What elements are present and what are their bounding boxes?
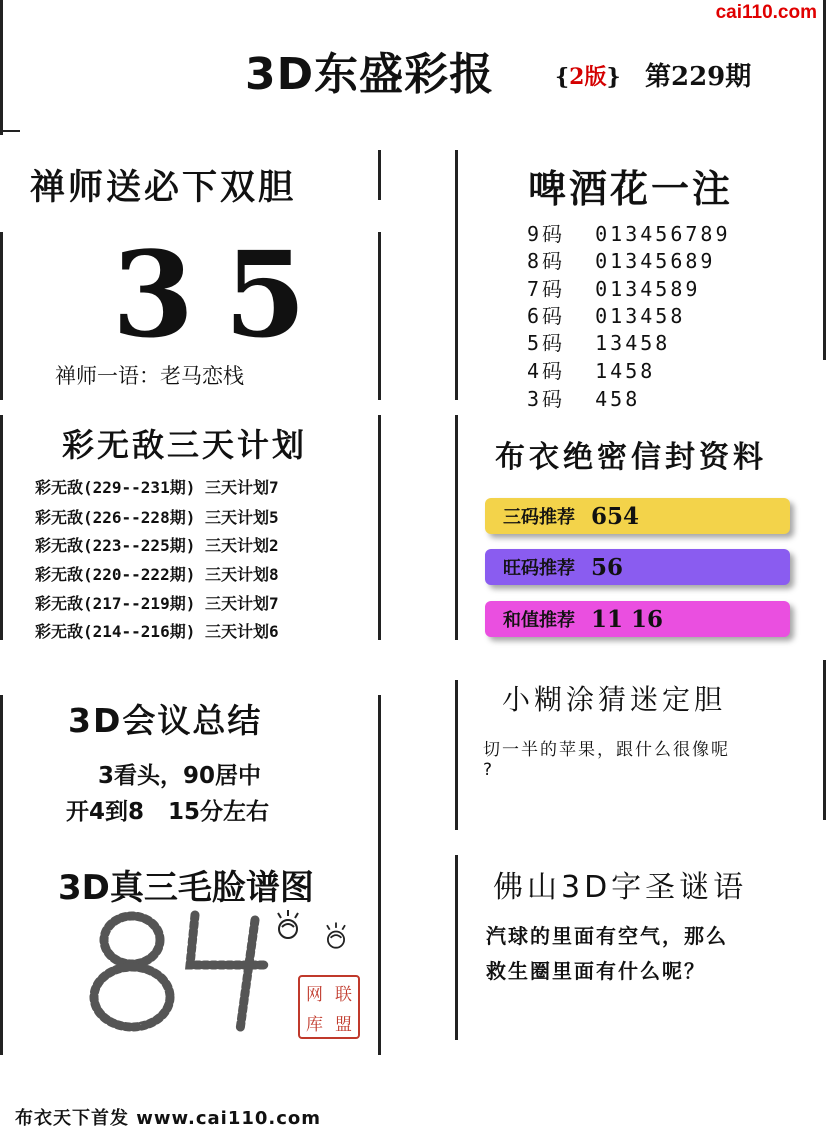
face-emoticon-icon bbox=[268, 905, 308, 945]
beer-row-label: 6码 bbox=[527, 304, 566, 328]
beer-row bbox=[527, 300, 685, 329]
envelope-item-value: 11 16 bbox=[591, 605, 664, 633]
beer-row bbox=[527, 355, 655, 384]
beer-row-label: 7码 bbox=[527, 277, 566, 301]
plan-row: 彩无敌(229--231期) 三天计划7 bbox=[35, 478, 279, 497]
beer-row-label: 9码 bbox=[527, 222, 566, 246]
divider-center-top bbox=[455, 150, 458, 400]
seal-char: 盟 bbox=[335, 1014, 352, 1035]
envelope-item-label: 和值推荐 bbox=[503, 610, 575, 631]
seal-char: 库 bbox=[306, 1014, 323, 1035]
beer-title: 啤酒花一注 bbox=[528, 167, 734, 211]
meeting-line-1: 3看头，90居中 bbox=[98, 763, 262, 789]
divider-center-low bbox=[455, 680, 458, 830]
face-emoticon-icon bbox=[318, 918, 354, 954]
beer-row bbox=[527, 383, 640, 412]
zen-title: 禅师送必下双胆 bbox=[30, 168, 297, 208]
beer-row-label: 8码 bbox=[527, 249, 566, 273]
divider-center-mid bbox=[455, 415, 458, 640]
beer-row-label: 3码 bbox=[527, 387, 566, 411]
beer-row-value: 13458 bbox=[595, 331, 671, 355]
meeting-line-2: 开4到8 15分左右 bbox=[66, 799, 270, 825]
beer-row-value: 013456789 bbox=[595, 222, 731, 246]
site-url[interactable]: cai110.com bbox=[715, 2, 817, 23]
divider-zen-right bbox=[378, 150, 381, 200]
plan-row: 彩无敌(214--216期) 三天计划6 bbox=[35, 622, 279, 641]
face-digits: 84 bbox=[140, 1025, 142, 1026]
meeting-title: 3D会议总结 bbox=[68, 701, 263, 740]
envelope-item bbox=[485, 549, 790, 585]
envelope-item-value: 654 bbox=[591, 502, 640, 530]
frame-top-short bbox=[0, 130, 20, 132]
masthead-title: 3D东盛彩报 bbox=[245, 49, 495, 100]
edition-label bbox=[555, 60, 621, 91]
envelope-item bbox=[485, 601, 790, 637]
edition-close: } bbox=[606, 64, 621, 90]
divider-left-1 bbox=[0, 232, 3, 400]
envelope-item-value: 56 bbox=[591, 553, 624, 581]
beer-row bbox=[527, 327, 670, 356]
plan-row: 彩无敌(223--225期) 三天计划2 bbox=[35, 536, 279, 555]
beer-row-value: 458 bbox=[595, 387, 641, 411]
seal-char: 网 bbox=[306, 984, 323, 1005]
plan-row: 彩无敌(220--222期) 三天计划8 bbox=[35, 565, 279, 584]
riddle1-text-line-1: 切一半的苹果，跟什么很像呢 bbox=[483, 740, 730, 760]
envelope-item-label: 旺码推荐 bbox=[503, 558, 575, 579]
beer-row-value: 1458 bbox=[595, 359, 656, 383]
seal-stamp bbox=[298, 975, 360, 1039]
zen-saying: 禅师一语：老马恋栈 bbox=[55, 364, 244, 388]
riddle2-title: 佛山3D字圣谜语 bbox=[493, 870, 748, 905]
zen-numbers: 35 bbox=[112, 225, 337, 364]
beer-row-value: 0134589 bbox=[595, 277, 701, 301]
beer-row-label: 4码 bbox=[527, 359, 566, 383]
divider-center-bottom bbox=[455, 855, 458, 1040]
frame-left-top bbox=[0, 0, 3, 135]
beer-row-value: 013458 bbox=[595, 304, 686, 328]
edition-open: { bbox=[555, 64, 570, 90]
footer-text: 布衣天下首发 www.cai110.com bbox=[15, 1108, 322, 1129]
divider-right-mid bbox=[823, 660, 826, 820]
envelope-item bbox=[485, 498, 790, 534]
plan-row: 彩无敌(217--219期) 三天计划7 bbox=[35, 594, 279, 613]
divider-meeting-right bbox=[378, 695, 381, 1055]
face-digits-illustration bbox=[80, 905, 300, 1040]
plan-row: 彩无敌(226--228期) 三天计划5 bbox=[35, 508, 279, 527]
seal-char: 联 bbox=[335, 984, 352, 1005]
riddle2-text-line-2: 救生圈里面有什么呢？ bbox=[486, 959, 706, 983]
beer-row bbox=[527, 218, 731, 247]
issue-number: 第229期 bbox=[645, 62, 752, 92]
beer-row-value: 01345689 bbox=[595, 249, 716, 273]
divider-plan-right bbox=[378, 415, 381, 640]
envelope-title: 布衣绝密信封资料 bbox=[495, 440, 767, 475]
divider-left-3 bbox=[0, 695, 3, 1055]
beer-row-label: 5码 bbox=[527, 331, 566, 355]
face-title: 3D真三毛脸谱图 bbox=[58, 868, 314, 908]
divider-left-2 bbox=[0, 415, 3, 640]
frame-right-top bbox=[823, 0, 826, 360]
envelope-item-label: 三码推荐 bbox=[503, 507, 575, 528]
beer-row bbox=[527, 273, 700, 302]
riddle2-text-line-1: 汽球的里面有空气，那么 bbox=[486, 924, 728, 948]
riddle1-text-line-2: ? bbox=[483, 760, 493, 780]
edition-number: 2版 bbox=[569, 64, 607, 90]
beer-row bbox=[527, 245, 715, 274]
riddle1-title: 小糊涂猜迷定胆 bbox=[502, 683, 727, 716]
divider-zen-mid bbox=[378, 232, 381, 400]
plan-title: 彩无敌三天计划 bbox=[62, 426, 308, 464]
